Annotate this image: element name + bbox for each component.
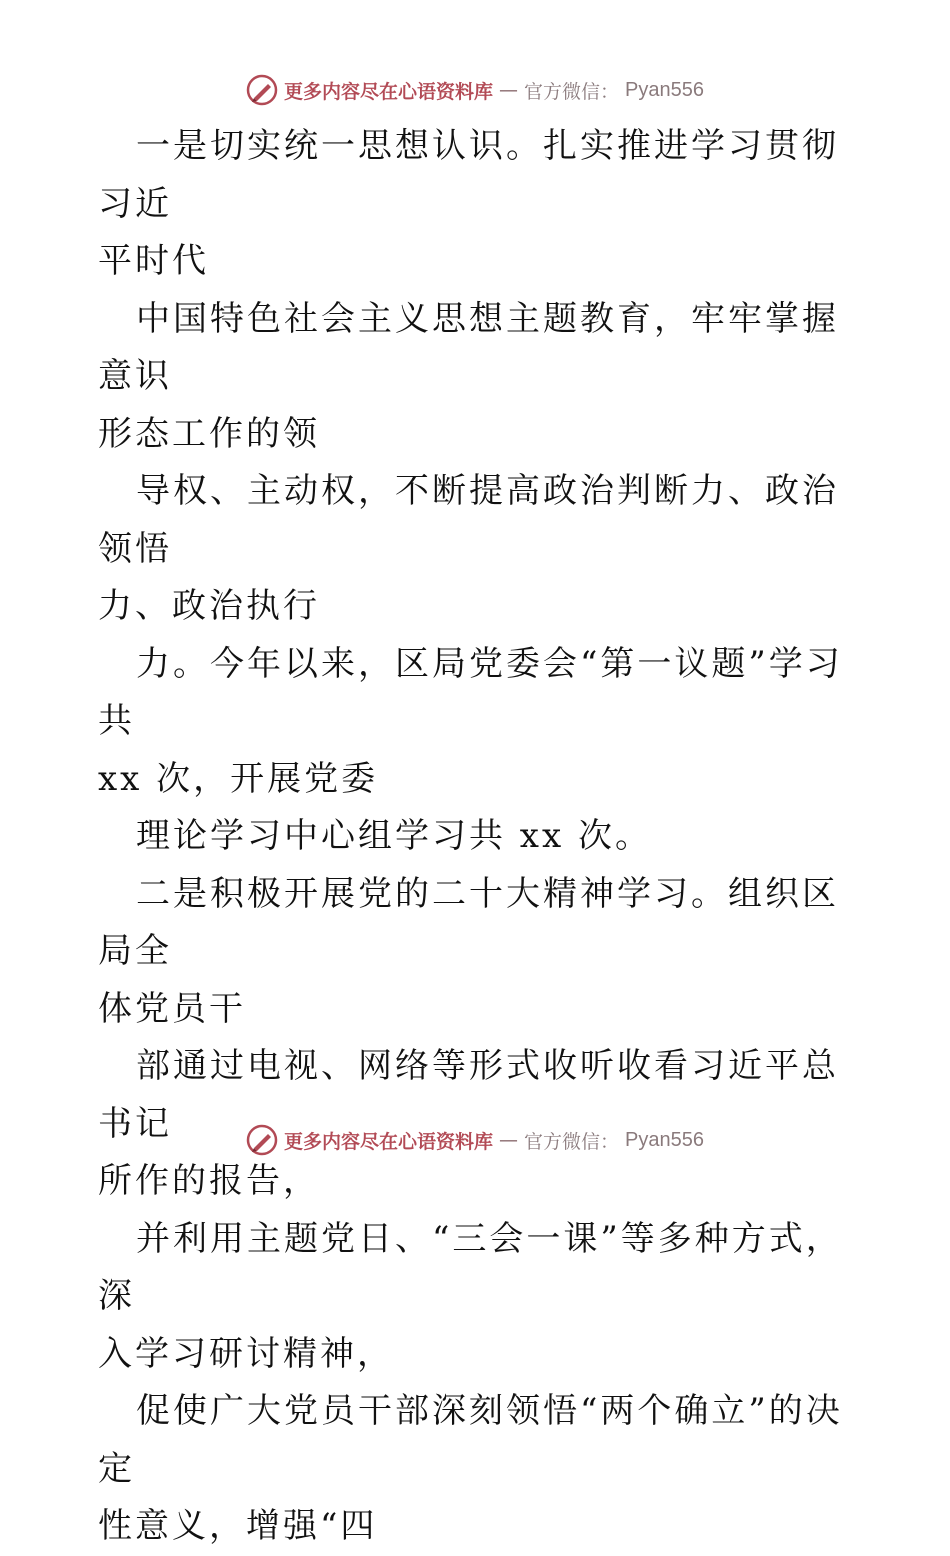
footer-banner-dash: — [499, 1129, 519, 1151]
paragraph-6-first-line: 二是积极开展党的二十大精神学习。组织区局全 [98, 873, 839, 971]
paragraph-8 [98, 1211, 858, 1384]
header-banner-dash: — [499, 79, 519, 101]
paragraph-4-continuation: xx 次，开展党委 [98, 758, 379, 799]
header-banner-text: 更多内容尽在心语资料库 [284, 80, 494, 103]
document-body [98, 118, 858, 1556]
paragraph-8-first-line: 并利用主题党日、“三会一课”等多种方式，深 [98, 1218, 843, 1316]
footer-contact-id: Pyan556 [625, 1128, 704, 1151]
paragraph-9 [98, 1383, 858, 1556]
paragraph-1-first-line: 一是切实统一思想认识。扎实推进学习贯彻习近 [98, 126, 839, 224]
paragraph-5-first-line: 理论学习中心组学习共 xx 次。 [136, 816, 652, 856]
footer-contact-label: 官方微信： [524, 1130, 620, 1153]
paragraph-1 [98, 118, 858, 291]
paragraph-9-first-line: 促使广大党员干部深刻领悟“两个确立”的决定 [98, 1391, 843, 1489]
header-contact-label: 官方微信： [524, 80, 620, 103]
pen-logo-icon [246, 74, 278, 106]
header-banner [0, 70, 950, 110]
pen-logo-icon [246, 1124, 278, 1156]
footer-banner [0, 1120, 950, 1160]
header-contact-id: Pyan556 [625, 78, 704, 101]
paragraph-3-first-line: 导权、主动权，不断提高政治判断力、政治领悟 [98, 471, 839, 569]
paragraph-5 [98, 808, 858, 866]
paragraph-3 [98, 463, 858, 636]
paragraph-2 [98, 291, 858, 464]
paragraph-8-continuation: 入学习研讨精神， [98, 1333, 394, 1374]
paragraph-2-first-line: 中国特色社会主义思想主题教育，牢牢掌握意识 [98, 298, 839, 396]
paragraph-7-first-line: 部通过电视、网络等形式收听收看习近平总书记 [98, 1046, 839, 1144]
paragraph-6 [98, 866, 858, 1039]
paragraph-3-continuation: 力、政治执行 [98, 586, 320, 626]
paragraph-6-continuation: 体党员干 [98, 988, 246, 1029]
paragraph-7-continuation: 所作的报告， [98, 1161, 320, 1201]
footer-banner-text: 更多内容尽在心语资料库 [284, 1130, 494, 1153]
paragraph-4-first-line: 力。今年以来，区局党委会“第一议题”学习共 [98, 643, 843, 741]
paragraph-1-continuation: 平时代 [98, 241, 209, 281]
paragraph-9-continuation: 性意义，增强“四 [98, 1506, 378, 1546]
paragraph-2-continuation: 形态工作的领 [98, 413, 320, 454]
paragraph-4 [98, 636, 858, 809]
